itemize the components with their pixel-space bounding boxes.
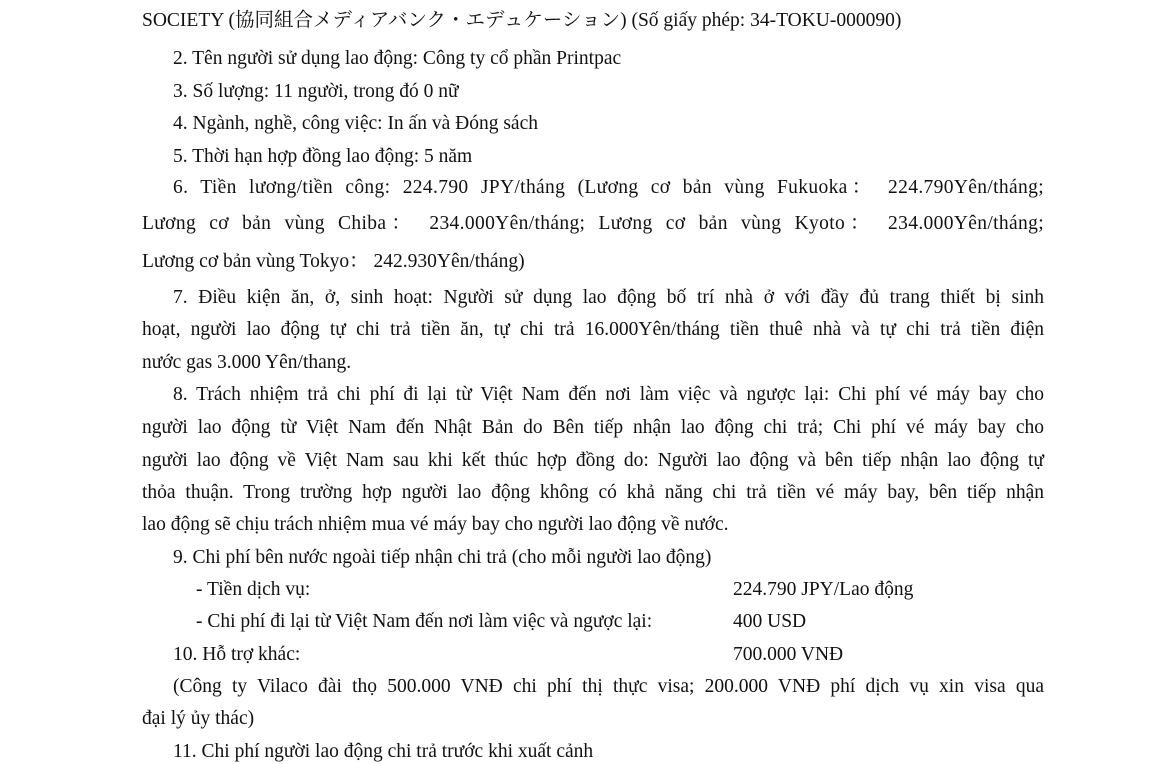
item-pre-departure-costs: 11. Chi phí người lao động chi trả trước khi xuất cảnh (173, 741, 594, 762)
item-salary-line-1: 6. Tiền lương/tiền công: 224.790 JPY/tháng (Lương cơ bản vùng Fukuoka： 224.790Yên/tháng; (173, 177, 1044, 198)
other-support-note-line-2: đại lý ủy thác) (142, 708, 255, 729)
item-living-line-2: hoạt, người lao động tự chi trả tiền ăn, tự chi trả 16.000Yên/tháng tiền thuê nhà và tự chi trả tiền điện (142, 319, 1044, 340)
travel-cost-value: 400 USD (733, 611, 807, 632)
travel-cost-label: - Chi phí đi lại từ Việt Nam đến nơi làm việc và ngược lại: (196, 611, 653, 632)
item-travel-line-2: người lao động từ Việt Nam đến Nhật Bản do Bên tiếp nhận lao động chi trả; Chi phí vé máy bay cho (142, 417, 1044, 438)
item-travel-line-1: 8. Trách nhiệm trả chi phí đi lại từ Việt Nam đến nơi làm việc và ngược lại: Chi phí vé máy bay cho (173, 384, 1044, 405)
item-salary-line-3: Lương cơ bản vùng Tokyo： 242.930Yên/tháng) (142, 251, 525, 272)
item-travel-line-4: thỏa thuận. Trong trường hợp người lao động không có khả năng chi trả tiền vé máy bay, bên tiếp nhận (142, 482, 1044, 503)
item-employer: 2. Tên người sử dụng lao động: Công ty cổ phần Printpac (173, 48, 622, 69)
item-industry: 4. Ngành, nghề, công việc: In ấn và Đóng sách (173, 113, 538, 134)
item-living-line-1: 7. Điều kiện ăn, ở, sinh hoạt: Người sử dụng lao động bố trí nhà ở với đầy đủ trang thiết bị sinh (173, 287, 1044, 308)
item-living-line-3: nước gas 3.000 Yên/thang. (142, 352, 352, 373)
item-foreign-costs-heading: 9. Chi phí bên nước ngoài tiếp nhận chi trả (cho mỗi người lao động) (173, 547, 712, 568)
item-travel-line-3: người lao động về Việt Nam sau khi kết thúc hợp đồng do: Người lao động và bên tiếp nhận lao động tự (142, 450, 1044, 471)
item-travel-line-5: lao động sẽ chịu trách nhiệm mua vé máy bay cho người lao động về nước. (142, 514, 729, 535)
item-salary-line-2: Lương cơ bản vùng Chiba： 234.000Yên/tháng; Lương cơ bản vùng Kyoto： 234.000Yên/tháng; (142, 213, 1044, 234)
other-support-label: 10. Hỗ trợ khác: (173, 644, 301, 665)
item-quantity: 3. Số lượng: 11 người, trong đó 0 nữ (173, 81, 459, 102)
item-contract-term: 5. Thời hạn hợp đồng lao động: 5 năm (173, 146, 473, 167)
receiving-organization-line: SOCIETY (協同組合メディアバンク・エデュケーション) (Số giấy phép: 34-TOKU-000090) (142, 10, 902, 31)
clipped-previous-line (142, 0, 842, 4)
service-fee-label: - Tiền dịch vụ: (196, 579, 311, 600)
service-fee-value: 224.790 JPY/Lao động (733, 579, 914, 600)
other-support-note-line-1: (Công ty Vilaco đài thọ 500.000 VNĐ chi phí thị thực visa; 200.000 VNĐ phí dịch vụ xin visa qua (173, 676, 1044, 697)
other-support-value: 700.000 VNĐ (733, 644, 844, 665)
